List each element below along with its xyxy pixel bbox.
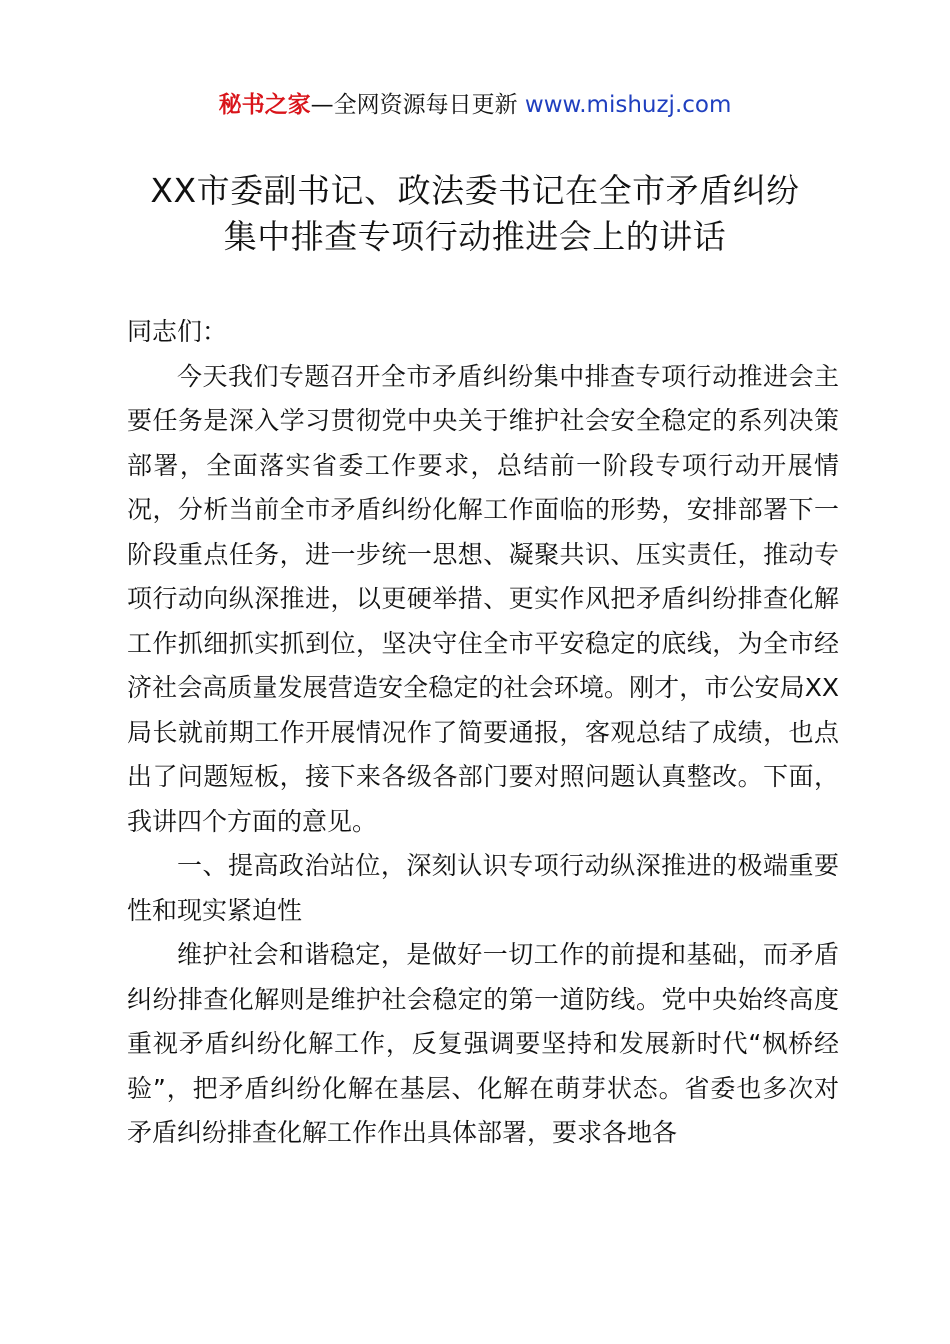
salutation: 同志们：	[127, 317, 228, 346]
section-1-heading: 一、提高政治站位，深刻认识专项行动纵深推进的极端重要性和现实紧迫性	[127, 851, 839, 925]
header-tagline: —全网资源每日更新	[310, 92, 518, 118]
title-line-2: 集中排查专项行动推进会上的讲话	[223, 217, 727, 256]
brand-name: 秘书之家	[218, 92, 311, 118]
section-1-paragraph: 维护社会和谐稳定，是做好一切工作的前提和基础，而矛盾纠纷排查化解则是维护社会稳定的第一道防线。党中央始终高度重视矛盾纠纷化解工作，反复强调要坚持和发展新时代“枫桥经验”，把矛盾纠纷化解在基层、化解在萌芽状态。省委也多次对矛盾纠纷排查化解工作作出具体部署，要求各地各	[127, 940, 839, 1147]
document-body	[127, 310, 839, 1156]
intro-paragraph: 今天我们专题召开全市矛盾纠纷集中排查专项行动推进会主要任务是深入学习贯彻党中央关于维护社会安全稳定的系列决策部署，全面落实省委工作要求，总结前一阶段专项行动开展情况，分析当前全市矛盾纠纷化解工作面临的形势，安排部署下一阶段重点任务，进一步统一思想、凝聚共识、压实责任，推动专项行动向纵深推进，以更硬举措、更实作风把矛盾纠纷排查化解工作抓细抓实抓到位，坚决守住全市平安稳定的底线，为全市经济社会高质量发展营造安全稳定的社会环境。刚才，市公安局XX局长就前期工作开展情况作了简要通报，客观总结了成绩，也点出了问题短板，接下来各级各部门要对照问题认真整改。下面，我讲四个方面的意见。	[127, 361, 839, 836]
title-line-1: XX市委副书记、政法委书记在全市矛盾纠纷	[150, 171, 800, 210]
site-url-link[interactable]: www.mishuzj.com	[524, 92, 732, 118]
site-header	[0, 88, 950, 122]
document-title	[60, 168, 890, 260]
